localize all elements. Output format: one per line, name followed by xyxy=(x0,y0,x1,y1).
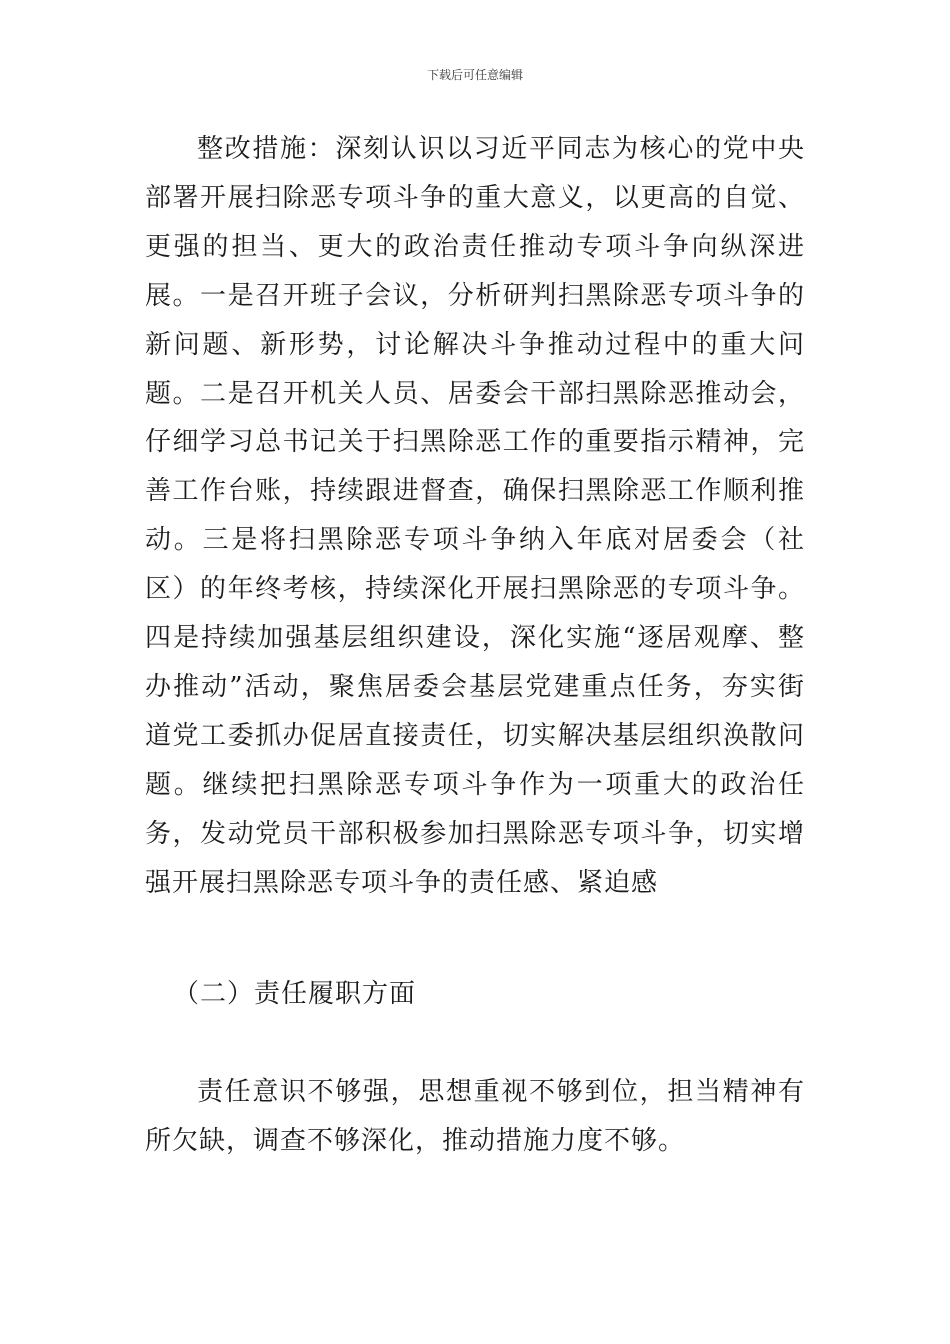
section-heading-responsibility: （二）责任履职方面 xyxy=(173,979,417,1009)
rectification-measures-paragraph: 整改措施：深刻认识以习近平同志为核心的党中央部署开展扫除恶专项斗争的重大意义，以更高的自觉、更强的担当、更大的政治责任推动专项斗争向纵深进展。一是召开班子会议，分析研判扫黑除恶专项斗争的新问题、新形势，讨论解决斗争推动过程中的重大问题。二是召开机关人员、居委会干部扫黑除恶推动会，仔细学习总书记关于扫黑除恶工作的重要指示精神，完善工作台账，持续跟进督查，确保扫黑除恶工作顺利推动。三是将扫黑除恶专项斗争纳入年底对居委会（社区）的年终考核，持续深化开展扫黑除恶的专项斗争。四是持续加强基层组织建设，深化实施“逐居观摩、整办推动”活动，聚焦居委会基层党建重点任务，夯实街道党工委抓办促居直接责任，切实解决基层组织涣散问题。继续把扫黑除恶专项斗争作为一项重大的政治任务，发动党员干部积极参加扫黑除恶专项斗争，切实增强开展扫黑除恶专项斗争的责任感、紧迫感 xyxy=(145,134,805,898)
responsibility-paragraph: 责任意识不够强，思想重视不够到位，担当精神有所欠缺，调查不够深化，推动措施力度不够。 xyxy=(145,1077,805,1156)
page-header-note: 下载后可任意编辑 xyxy=(426,68,523,82)
